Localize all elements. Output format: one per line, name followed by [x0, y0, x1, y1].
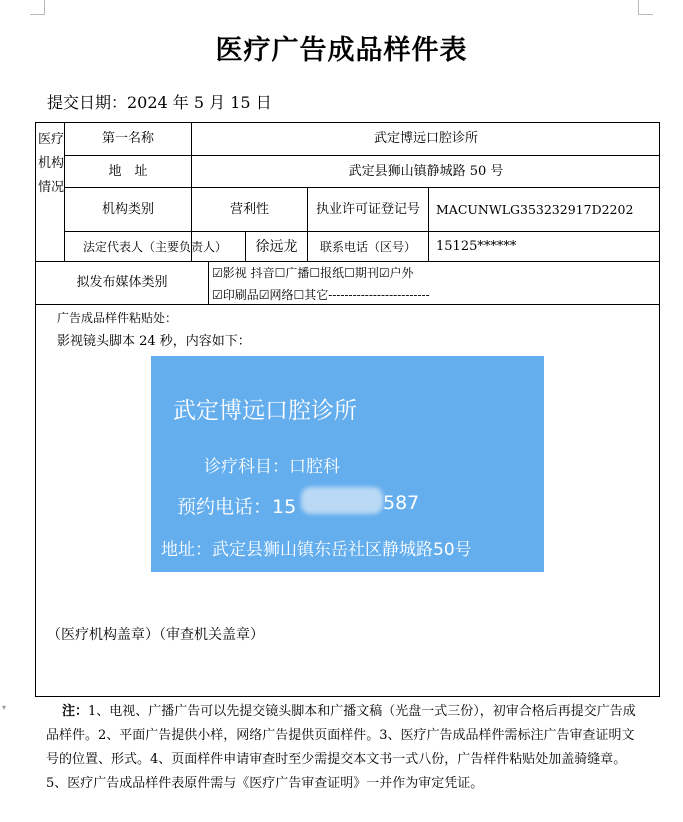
name-value: 武定博远口腔诊所 [373, 130, 478, 146]
type-label: 机构类别 [101, 201, 154, 217]
address-value: 武定县狮山镇静城路 50 号 [348, 163, 504, 179]
type-value: 营利性 [229, 201, 269, 217]
notes [46, 700, 642, 796]
institution-section-label: 医疗机构情况 [38, 132, 65, 195]
ad-address: 地址：武定县狮山镇东岳社区静城路50号 [161, 540, 472, 560]
name-label: 第一名称 [101, 130, 154, 146]
page-corner-mark-left [30, 0, 45, 15]
submit-date: 提交日期：2024 年 5 月 15 日 [47, 93, 272, 112]
margin-mark-icon: ▾ [2, 703, 7, 712]
license-value: MACUNWLG353232917D2202 [436, 201, 634, 217]
license-label: 执业许可证登记号 [316, 201, 421, 217]
legal-rep-value: 徐远龙 [255, 238, 298, 255]
ad-phone-suffix: 587 [383, 492, 420, 514]
media-label: 拟发布媒体类别 [76, 275, 168, 290]
ad-clinic-name: 武定博远口腔诊所 [173, 398, 357, 424]
legal-rep-label: 法定代表人（主要负责人） [82, 239, 227, 254]
phone-label: 联系电话（区号） [319, 239, 416, 254]
ad-sample-image [151, 356, 544, 572]
ad-department: 诊疗科目：口腔科 [204, 457, 340, 477]
media-options-line-2: ☑印刷品☑网络☐其它------------------------- [212, 288, 430, 302]
row-divider [35, 304, 660, 305]
paste-area-description: 影视镜头脚本 24 秒，内容如下： [57, 334, 251, 349]
notes-label: 注： [62, 704, 89, 719]
page-title: 医疗广告成品样件表 [215, 35, 468, 66]
paste-area-label: 广告成品样件粘贴处： [57, 311, 178, 325]
page-corner-mark-right [638, 0, 653, 15]
seal-area: （医疗机构盖章）（审查机关盖章） [47, 627, 264, 643]
ad-phone-redaction [301, 487, 383, 514]
column-divider [208, 261, 209, 304]
notes-text: 1、电视、广播广告可以先提交镜头脚本和广播文稿（光盘一式三份），初审合格后再提交广告成品样件。2、平面广告提供小样，网络广告提供页面样件。3、医疗广告成品样件需标注广告审查证明文号的位置、形式。4、页面样件申请审查时至少需提交本文书一式八份，广告样件粘贴处加盖骑缝章。5、医疗广告成品样件表原件需与《医疗广告审查证明》一并作为审定凭证。 [46, 704, 636, 791]
address-label: 地 址 [108, 163, 148, 179]
phone-value: 15125****** [436, 238, 517, 254]
ad-phone-prefix: 预约电话：15 [177, 496, 297, 518]
media-options-line-1: ☑影视 抖音☐广播☐报纸☐期刊☑户外 [212, 266, 414, 280]
